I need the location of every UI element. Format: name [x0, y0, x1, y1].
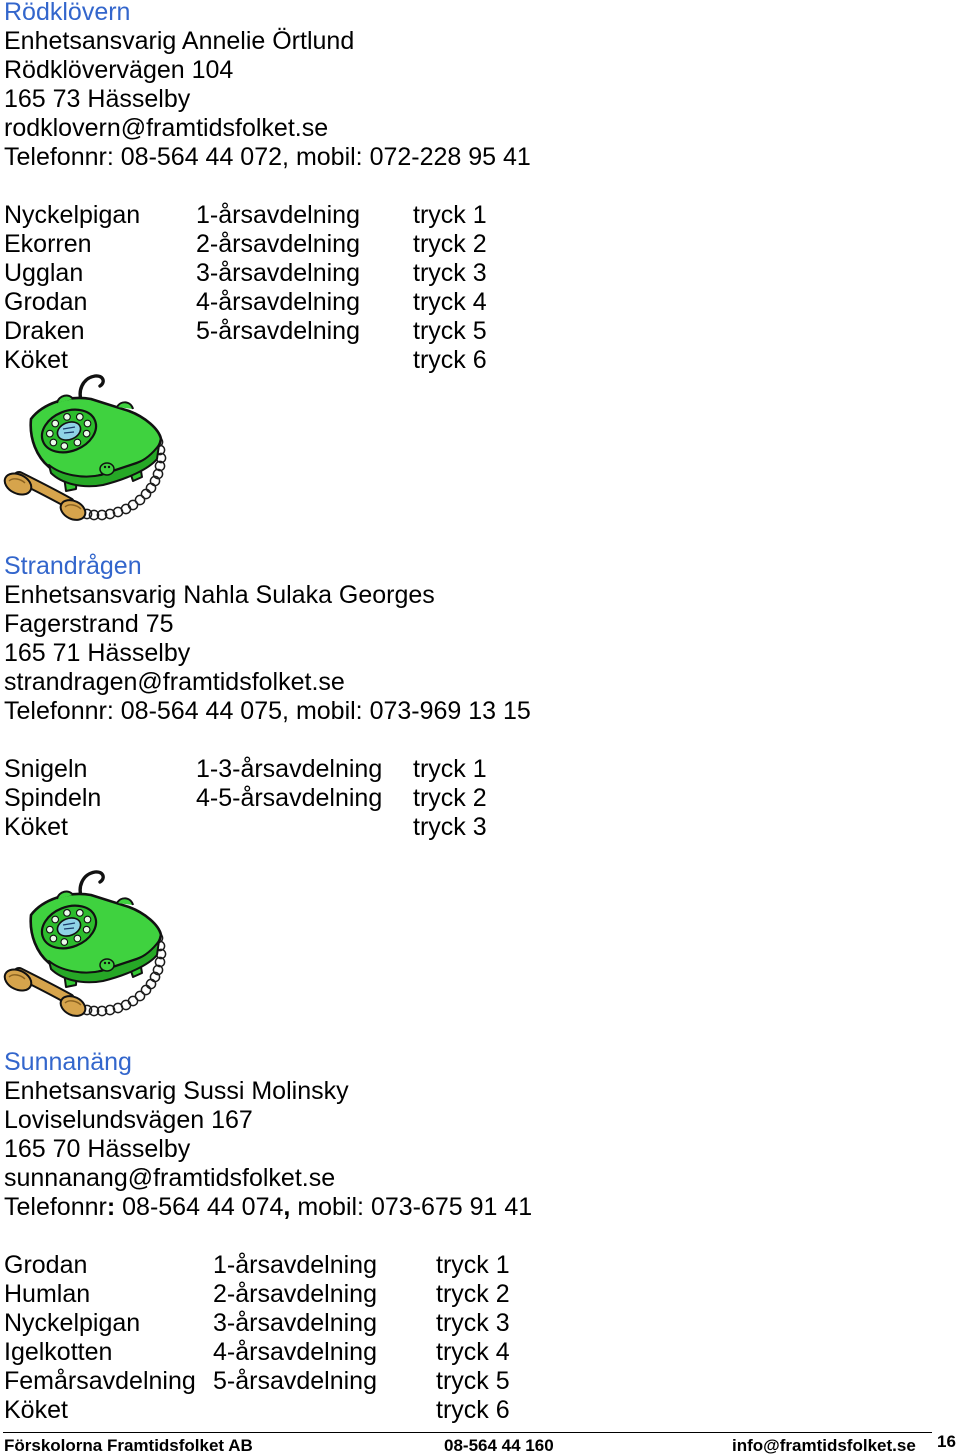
- phone-label: Telefonnr: [4, 143, 107, 171]
- department-extension: tryck 3: [413, 813, 487, 841]
- department-group: 1-årsavdelning: [196, 201, 360, 229]
- table-row: [4, 784, 531, 813]
- department-name: Ugglan: [4, 259, 84, 287]
- table-row: [4, 201, 531, 230]
- phone-line: [4, 1193, 532, 1222]
- mobile-phone: 072-228 95 41: [369, 143, 531, 171]
- table-row: [4, 230, 531, 259]
- street-address: Loviselundsvägen 167: [4, 1106, 253, 1134]
- phone-colon: :: [106, 143, 114, 171]
- email-address: rodklovern@framtidsfolket.se: [4, 114, 329, 142]
- department-table: [4, 201, 531, 375]
- manager-line: Enhetsansvarig Nahla Sulaka Georges: [4, 581, 435, 609]
- department-group: 3-årsavdelning: [196, 259, 360, 287]
- street-address: Fagerstrand 75: [4, 610, 174, 638]
- phone-colon: :: [106, 697, 114, 725]
- mobile-label: mobil:: [295, 697, 363, 725]
- mobile-label: mobil:: [295, 143, 363, 171]
- table-row: [4, 1396, 532, 1425]
- email-address: sunnanang@framtidsfolket.se: [4, 1164, 336, 1192]
- phone-comma: ,: [282, 143, 289, 171]
- footer-company: Förskolorna Framtidsfolket AB: [4, 1436, 253, 1455]
- department-extension: tryck 3: [413, 259, 487, 287]
- department-name: Nyckelpigan: [4, 201, 141, 229]
- table-row: [4, 288, 531, 317]
- department-extension: tryck 5: [436, 1367, 510, 1395]
- section-sunnanang: [4, 1048, 532, 1425]
- department-group: 5-årsavdelning: [196, 317, 360, 345]
- phone-comma: ,: [283, 1193, 291, 1221]
- table-row: [4, 1280, 532, 1309]
- department-table: [4, 755, 531, 842]
- department-name: Köket: [4, 1396, 68, 1424]
- phone-label: Telefonnr: [4, 697, 107, 725]
- department-name: Ekorren: [4, 230, 92, 258]
- postal-address: 165 73 Hässelby: [4, 85, 191, 113]
- phone-comma: ,: [282, 697, 289, 725]
- mobile-label: mobil:: [297, 1193, 364, 1221]
- department-extension: tryck 1: [413, 201, 487, 229]
- department-name: Köket: [4, 346, 68, 374]
- department-name: Femårsavdelning: [4, 1367, 196, 1395]
- department-name: Nyckelpigan: [4, 1309, 141, 1337]
- department-group: 2-årsavdelning: [213, 1280, 377, 1308]
- table-row: [4, 1251, 532, 1280]
- department-name: Snigeln: [4, 755, 88, 783]
- department-extension: tryck 2: [436, 1280, 510, 1308]
- table-row: [4, 1367, 532, 1396]
- department-group: 1-årsavdelning: [213, 1251, 377, 1279]
- department-group: 4-årsavdelning: [213, 1338, 377, 1366]
- table-row: [4, 346, 531, 375]
- table-row: [4, 317, 531, 346]
- phone-line: [4, 143, 531, 172]
- postal-address: 165 71 Hässelby: [4, 639, 191, 667]
- email-address: strandragen@framtidsfolket.se: [4, 668, 345, 696]
- office-phone: 08-564 44 072: [120, 143, 283, 171]
- manager-line: Enhetsansvarig Sussi Molinsky: [4, 1077, 349, 1105]
- mobile-phone: 073-675 91 41: [370, 1193, 533, 1221]
- department-group: 3-årsavdelning: [213, 1309, 377, 1337]
- department-name: Köket: [4, 813, 68, 841]
- department-name: Spindeln: [4, 784, 102, 812]
- section-rodklovern: [4, 0, 531, 375]
- table-row: [4, 1338, 532, 1367]
- table-row: [4, 259, 531, 288]
- section-title: Sunnanäng: [4, 1048, 132, 1076]
- green-telephone-icon: [3, 869, 167, 1019]
- department-extension: tryck 1: [436, 1251, 510, 1279]
- department-table: [4, 1251, 532, 1425]
- table-row: [4, 755, 531, 784]
- postal-address: 165 70 Hässelby: [4, 1135, 191, 1163]
- department-name: Grodan: [4, 1251, 88, 1279]
- phone-label: Telefonnr: [4, 1193, 107, 1221]
- office-phone: 08-564 44 075: [120, 697, 283, 725]
- section-strandragen: [4, 552, 531, 842]
- page-number: 16: [937, 1432, 956, 1451]
- department-extension: tryck 2: [413, 784, 487, 812]
- mobile-phone: 073-969 13 15: [369, 697, 531, 725]
- department-group: 2-årsavdelning: [196, 230, 360, 258]
- table-row: [4, 1309, 532, 1338]
- footer-phone: 08-564 44 160: [444, 1436, 554, 1455]
- department-extension: tryck 4: [436, 1338, 510, 1366]
- department-extension: tryck 5: [413, 317, 487, 345]
- section-title: Rödklövern: [4, 0, 131, 26]
- department-extension: tryck 6: [413, 346, 487, 374]
- department-extension: tryck 2: [413, 230, 487, 258]
- department-name: Igelkotten: [4, 1338, 113, 1366]
- department-group: 4-årsavdelning: [196, 288, 360, 316]
- table-row: [4, 813, 531, 842]
- department-extension: tryck 1: [413, 755, 487, 783]
- phone-colon: :: [106, 1193, 116, 1221]
- street-address: Rödklövervägen 104: [4, 56, 234, 84]
- section-title: Strandrågen: [4, 552, 142, 580]
- department-name: Draken: [4, 317, 85, 345]
- department-extension: tryck 6: [436, 1396, 510, 1424]
- department-name: Grodan: [4, 288, 88, 316]
- manager-line: Enhetsansvarig Annelie Örtlund: [4, 27, 355, 55]
- department-extension: tryck 4: [413, 288, 487, 316]
- department-group: 5-årsavdelning: [213, 1367, 377, 1395]
- phone-line: [4, 697, 531, 726]
- green-telephone-icon: [3, 373, 167, 523]
- department-group: 4-5-årsavdelning: [196, 784, 383, 812]
- office-phone: 08-564 44 074: [122, 1193, 284, 1221]
- department-group: 1-3-årsavdelning: [196, 755, 383, 783]
- footer-divider: [3, 1432, 932, 1433]
- footer-email: info@framtidsfolket.se: [732, 1436, 916, 1455]
- department-extension: tryck 3: [436, 1309, 510, 1337]
- department-name: Humlan: [4, 1280, 91, 1308]
